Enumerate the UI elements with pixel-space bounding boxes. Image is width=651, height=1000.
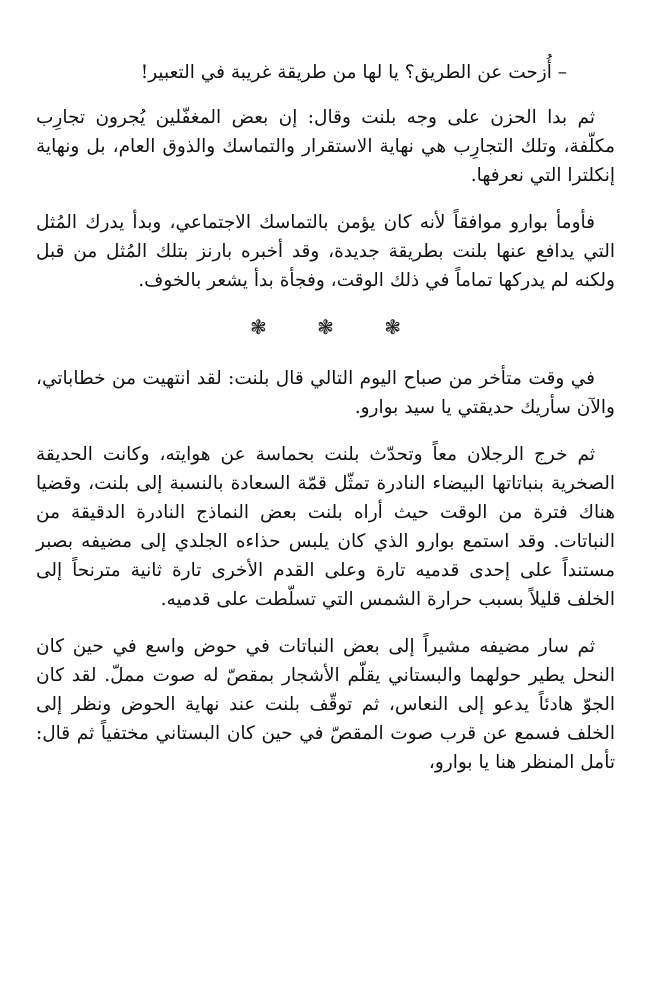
paragraph: في وقت متأخر من صباح اليوم التالي قال بلنت: لقد انتهيت من خطاباتي، والآن سأريك حديقتي يا سيد بوارو. [36, 368, 615, 418]
paragraph: فأومأ بوارو موافقاً لأنه كان يؤمن بالتماسك الاجتماعي، وبدأ يدرك المُثل التي يدافع عنها بلنت بطريقة جديدة، وقد أخبره بارنز بتلك المُثل من قبل ولكنه لم يدركها تماماً في ذلك الوقت، وفجأة بدأ يشعر بالخوف. [36, 212, 615, 291]
paragraph: ثم بدا الحزن على وجه بلنت وقال: إن بعض المغفّلين يُجرون تجارِب مكلّفة، وتلك التجارِب هي نهاية الاستقرار والتماسك والذوق العام، بل ونهاية إنكلترا التي نعرفها. [36, 107, 615, 186]
paragraph: ثم سار مضيفه مشيراً إلى بعض النباتات في حوض واسع في حين كان النحل يطير حولهما والبستاني يقلّم الأشجار بمقصّ له صوت مملّ. لقد كان الجوّ هادئاً يدعو إلى النعاس، ثم توقّف بلنت عند نهاية الحوض ونظر إلى الخلف فسمع عن قرب صوت المقصّ في حين كان البستاني مختفياً ثم قال: تأمل المنظر هنا يا بوارو، [36, 636, 615, 773]
paragraph: – أُزحت عن الطريق؟ يا لها من طريقة غريبة في التعبير! [140, 62, 567, 83]
paragraph: ثم خرج الرجلان معاً وتحدّث بلنت بحماسة عن هوايته، وكانت الحديقة الصخرية بنباتاتها البيضاء النادرة تمثّل قمّة السعادة بالنسبة إلى بلنت، وقضيا هناك فترة من الوقت حيث أراه بلنت بعض النماذج النادرة الدقيقة من النباتات. وقد استمع بوارو الذي كان يلبس حذاءه الجلدي إلى مضيفه بصبر مستنداً على إحدى قدميه تارة وعلى القدم الأخرى تارة ثانية مترنحاً إلى الخلف قليلاً بسبب حرارة الشمس التي تسلّطت على قدميه. [36, 444, 615, 610]
section-divider: ❃ ❃ ❃ [250, 315, 423, 339]
page-text [36, 58, 615, 795]
